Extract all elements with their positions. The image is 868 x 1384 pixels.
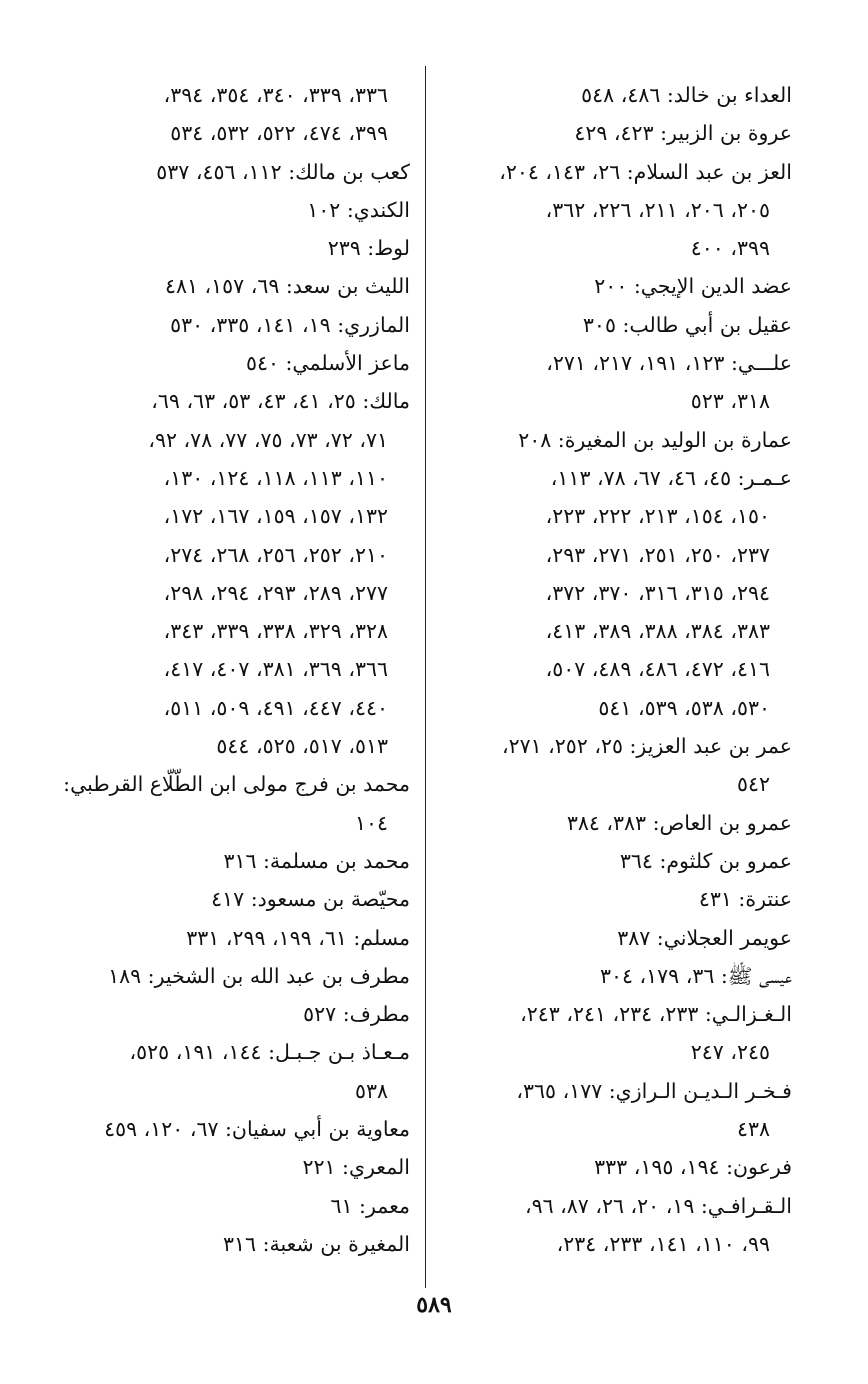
index-entry-continuation: ١٥٠، ١٥٤، ٢١٣، ٢٢٢، ٢٢٣، (545, 504, 770, 529)
index-entry: لوط: ٢٣٩ (327, 236, 410, 261)
index-entry-continuation: ٢٠٥، ٢٠٦، ٢١١، ٢٢٦، ٣٦٢، (545, 197, 770, 222)
index-entry-continuation: ١٣٢، ١٥٧، ١٥٩، ١٦٧، ١٧٢، (163, 504, 388, 529)
index-entry: معاوية بن أبي سفيان: ٦٧، ١٢٠، ٤٥٩ (104, 1117, 410, 1142)
index-entry: عروة بن الزبير: ٤٢٣، ٤٢٩ (574, 121, 792, 146)
index-entry-continuation: ٣٨٣، ٣٨٤، ٣٨٨، ٣٨٩، ٤١٣، (545, 619, 770, 644)
index-entry: العداء بن خالد: ٤٨٦، ٥٤٨ (581, 83, 792, 107)
index-entry: المازري: ١٩، ١٤١، ٣٣٥، ٥٣٠ (170, 312, 410, 337)
index-entry-continuation: ٥٣٨ (354, 1078, 388, 1103)
index-entry-continuation: ٣٩٩، ٤٠٠ (690, 236, 770, 261)
index-entry: الـغـزالـي: ٢٣٣، ٢٣٤، ٢٤١، ٢٤٣، (520, 1002, 792, 1027)
index-entry: عمر بن عبد العزيز: ٢٥، ٢٥٢، ٢٧١، (501, 734, 792, 759)
index-entry-continuation: ٢١٠، ٢٥٢، ٢٥٦، ٢٦٨، ٢٧٤، (163, 542, 388, 567)
index-entry: عمرو بن كلثوم: ٣٦٤ (619, 848, 792, 873)
index-entry: مطرف بن عبد الله بن الشخير: ١٨٩ (108, 963, 410, 988)
page-number: ٥٨٩ (416, 1292, 452, 1318)
index-entry: مـعـاذ بـن جـبـل: ١٤٤، ١٩١، ٥٢٥، (129, 1040, 410, 1065)
index-column-right (427, 76, 792, 1263)
index-entry: الكندي: ١٠٢ (307, 197, 410, 222)
index-entry: عضد الدين الإيجي: ٢٠٠ (594, 274, 792, 299)
index-entry-continuation: ٩٩، ١١٠، ١٤١، ٢٣٣، ٢٣٤، (556, 1231, 770, 1256)
index-entry-continuation: ٢٤٥، ٢٤٧ (690, 1040, 770, 1065)
index-entry-continuation: ٣٩٩، ٤٧٤، ٥٢٢، ٥٣٢، ٥٣٤ (170, 121, 388, 146)
index-entry: عيسى ﷺ: ٣٦، ١٧٩، ٣٠٤ (599, 963, 792, 988)
index-entry: كعب بن مالك: ١١٢، ٤٥٦، ٥٣٧ (156, 159, 410, 184)
index-entry: عنترة: ٤٣١ (698, 887, 792, 912)
index-entry: فرعون: ١٩٤، ١٩٥، ٣٣٣ (594, 1155, 792, 1180)
index-entry-continuation: ١١٠، ١١٣، ١١٨، ١٢٤، ١٣٠، (163, 465, 388, 490)
index-entry: المغيرة بن شعبة: ٣١٦ (223, 1231, 410, 1256)
index-entry: المعري: ٢٢١ (302, 1155, 410, 1180)
index-entry-continuation: ٥٤٢ (736, 772, 770, 797)
index-entry: محمد بن فرج مولى ابن الطّلّاع القرطبي: (63, 772, 410, 797)
index-entry-continuation: ٢٣٧، ٢٥٠، ٢٥١، ٢٧١، ٢٩٣، (545, 542, 770, 567)
index-entry-continuation: ١٠٤ (354, 810, 388, 835)
index-entry: عـمـر: ٤٥، ٤٦، ٦٧، ٧٨، ١١٣، (550, 465, 792, 490)
index-entry-continuation: ٤١٦، ٤٧٢، ٤٨٦، ٤٨٩، ٥٠٧، (545, 657, 770, 682)
index-entry: عويمر العجلاني: ٣٨٧ (617, 925, 792, 950)
index-entry: محمد بن مسلمة: ٣١٦ (223, 848, 410, 873)
index-entry: محيّصة بن مسعود: ٤١٧ (211, 887, 410, 912)
index-entry: مسلم: ٦١، ١٩٩، ٢٩٩، ٣٣١ (186, 925, 410, 950)
index-entry: فـخـر الـديـن الـرازي: ١٧٧، ٣٦٥، (516, 1078, 792, 1103)
index-entry-continuation: ٢٩٤، ٣١٥، ٣١٦، ٣٧٠، ٣٧٢، (545, 580, 770, 605)
index-entry-continuation: ٣٦٦، ٣٦٩، ٣٨١، ٤٠٧، ٤١٧، (163, 657, 388, 682)
index-entry-continuation: ٧١، ٧٢، ٧٣، ٧٥، ٧٧، ٧٨، ٩٢، (148, 427, 388, 452)
index-entry: علـــي: ١٢٣، ١٩١، ٢١٧، ٢٧١، (546, 351, 792, 376)
column-divider (425, 66, 426, 1288)
index-entry-continuation: ٥٣٠، ٥٣٨، ٥٣٩، ٥٤١ (598, 695, 770, 720)
index-entry: الـقـرافـي: ١٩، ٢٠، ٢٦، ٨٧، ٩٦، (525, 1193, 792, 1218)
index-entry: عمارة بن الوليد بن المغيرة: ٢٠٨ (518, 427, 792, 452)
index-column-left (45, 76, 410, 1263)
index-entry: مطرف: ٥٢٧ (303, 1002, 410, 1027)
index-entry: العز بن عبد السلام: ٢٦، ١٤٣، ٢٠٤، (499, 159, 792, 184)
index-entry: الليث بن سعد: ٦٩، ١٥٧، ٤٨١ (164, 274, 410, 299)
index-entry-continuation: ٣٣٦، ٣٣٩، ٣٤٠، ٣٥٤، ٣٩٤، (163, 83, 388, 107)
index-entry-continuation: ٣١٨، ٥٢٣ (690, 389, 770, 414)
index-entry-continuation: ٥١٣، ٥١٧، ٥٢٥، ٥٤٤ (216, 734, 388, 759)
index-entry: عقيل بن أبي طالب: ٣٠٥ (582, 312, 792, 337)
index-entry-continuation: ٤٣٨ (736, 1117, 770, 1142)
index-entry-continuation: ٤٤٠، ٤٤٧، ٤٩١، ٥٠٩، ٥١١، (163, 695, 388, 720)
index-entry-continuation: ٣٢٨، ٣٢٩، ٣٣٨، ٣٣٩، ٣٤٣، (163, 619, 388, 644)
index-entry: مالك: ٢٥، ٤١، ٤٣، ٥٣، ٦٣، ٦٩، (151, 389, 410, 414)
index-entry: ماعز الأسلمي: ٥٤٠ (245, 351, 410, 376)
index-entry: معمر: ٦١ (330, 1193, 410, 1218)
index-entry-continuation: ٢٧٧، ٢٨٩، ٢٩٣، ٢٩٤، ٢٩٨، (163, 580, 388, 605)
index-entry: عمرو بن العاص: ٣٨٣، ٣٨٤ (566, 810, 792, 835)
